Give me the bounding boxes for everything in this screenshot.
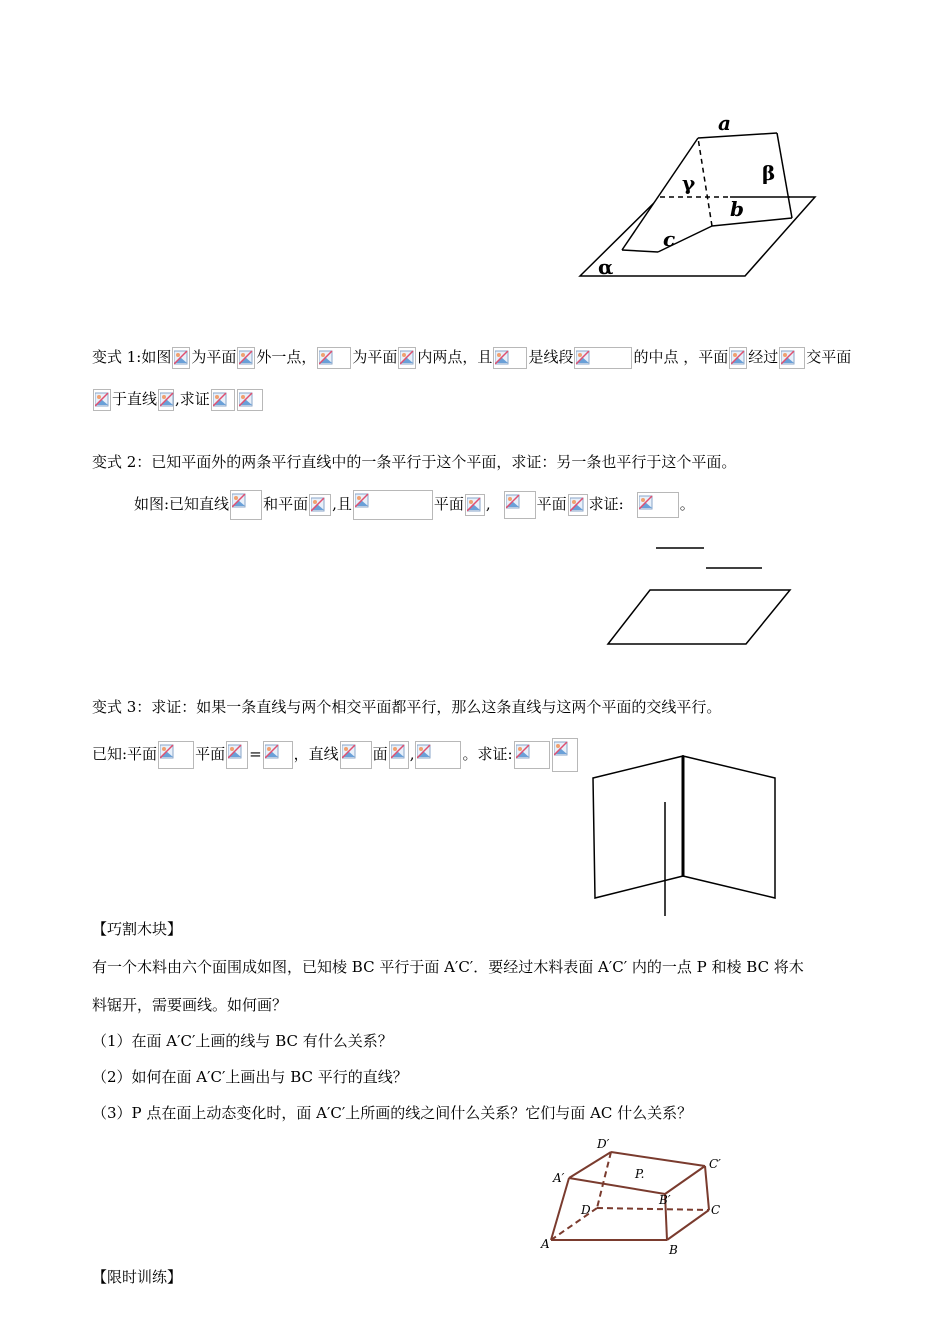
text: 交平面 [806,348,852,366]
broken-image-icon [353,490,433,520]
text: 。 [679,495,695,513]
wood-question-3: （3）P 点在面上动态变化时，面 A′C′上所画的线之间什么关系？它们与面 AC 什么关系？ [92,1104,693,1122]
text: ,求证 [175,390,210,408]
label-alpha: α [598,255,614,279]
broken-image-icon [504,491,536,519]
limit-title: 【限时训练】 [92,1268,183,1286]
text: 外一点， [256,348,317,366]
label-c: c [663,227,676,251]
text: = [249,745,262,763]
broken-image-icon [552,738,578,772]
text: 经过 [748,348,779,366]
broken-image-icon [398,347,416,369]
text: 平面 [536,495,567,513]
text: 和平面 [263,495,309,513]
wood-block-figure [535,1132,735,1260]
text: 。求证: [462,745,513,763]
text: 平面 [195,745,226,763]
text: 为平面 [352,348,398,366]
label-b: B [669,1243,678,1257]
text: 于直线 [112,390,158,408]
broken-image-icon [226,741,248,769]
broken-image-icon [93,389,111,411]
broken-image-icon [729,347,747,369]
broken-image-icon [237,347,255,369]
wood-paragraph-line1: 有一个木料由六个面围成如图，已知棱 BC 平行于面 A′C′．要经过木料表面 A′C′ 内的一点 P 和棱 BC 将木 [92,958,804,976]
broken-image-icon [514,741,550,769]
label-c: C [711,1203,721,1217]
broken-image-icon [779,347,805,369]
broken-image-icon [389,741,409,769]
intersecting-planes-figure [585,750,785,920]
text: 内两点，且 [417,348,493,366]
broken-image-icon [172,347,190,369]
text: 求证: [588,495,624,513]
label-d: D [581,1203,591,1217]
text: 为平面 [191,348,237,366]
broken-image-icon [637,492,679,518]
broken-image-icon [309,494,331,516]
broken-image-icon [230,490,262,520]
text: 面 [372,745,388,763]
wood-paragraph-line2: 料锯开，需要画线。如何画？ [92,996,288,1014]
broken-image-icon [493,347,527,369]
broken-image-icon [317,347,351,369]
text: 如图:已知直线 [134,495,230,513]
planes-figure [570,110,830,290]
label-gamma: γ [682,171,696,195]
text: , [409,745,415,763]
text: , [485,495,491,513]
variant1-line2 [92,389,264,411]
text: ，直线 [293,745,339,763]
broken-image-icon [568,494,588,516]
broken-image-icon [574,347,632,369]
variant3-line2 [92,738,579,772]
text: 变式 1:如图 [92,348,172,366]
text: 已知:平面 [92,745,158,763]
variant2-line2 [134,490,695,520]
broken-image-icon [237,389,263,411]
text: ,且 [332,495,352,513]
broken-image-icon [263,741,293,769]
wood-question-1: （1）在面 A′C′上画的线与 BC 有什么关系？ [92,1032,393,1050]
broken-image-icon [465,494,485,516]
text: 的中点 ，平面 [633,348,729,366]
label-b: b [730,197,744,221]
label-beta: β [762,161,776,185]
label-p: P. [635,1167,645,1181]
variant1-line1 [92,347,851,369]
label-d-prime: D′ [597,1137,610,1151]
broken-image-icon [158,389,174,411]
wood-question-2: （2）如何在面 A′C′上画出与 BC 平行的直线？ [92,1068,408,1086]
label-a: a [718,111,731,135]
wood-title: 【巧割木块】 [92,920,183,938]
label-b-prime: B′ [659,1193,671,1207]
label-a-prime: A′ [553,1171,565,1185]
parallel-lines-figure [600,540,800,655]
broken-image-icon [415,741,461,769]
label-a: A [541,1237,550,1251]
text: 是线段 [528,348,574,366]
variant2-line1: 变式 2：已知平面外的两条平行直线中的一条平行于这个平面，求证：另一条也平行于这个平面。 [92,453,737,471]
label-c-prime: C′ [709,1157,721,1171]
broken-image-icon [340,741,372,769]
text: 平面 [433,495,464,513]
variant3-line1: 变式 3：求证：如果一条直线与两个相交平面都平行，那么这条直线与这两个平面的交线平行。 [92,698,722,716]
broken-image-icon [211,389,235,411]
broken-image-icon [158,741,194,769]
